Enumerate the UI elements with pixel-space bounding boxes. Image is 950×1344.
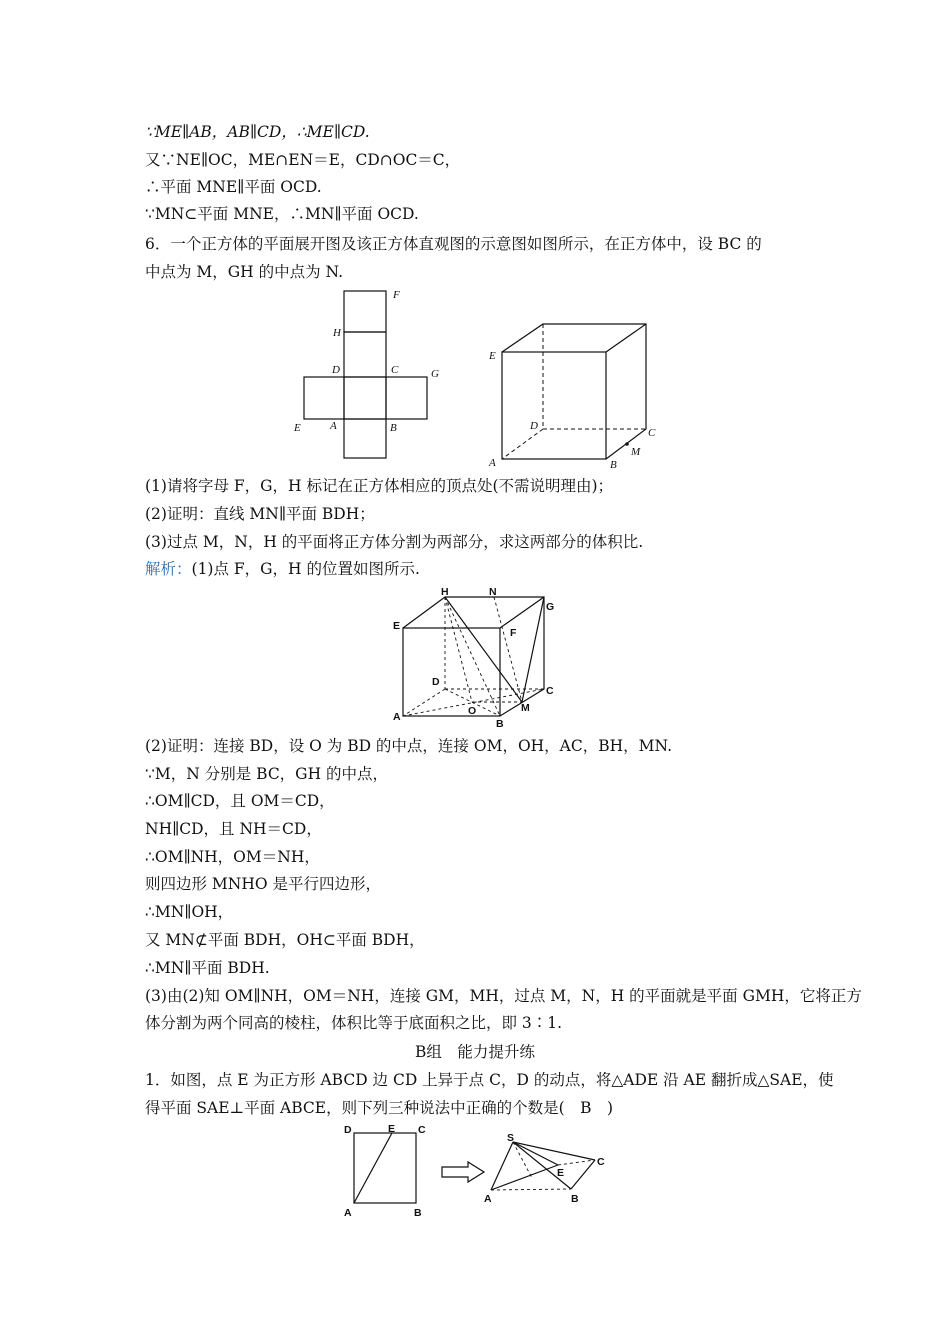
solution-2-line: (2)证明：连接 BD，设 O 为 BD 的中点，连接 OM，OH，AC，BH，MN.	[145, 737, 672, 755]
solution-3-line1: (3)由(2)知 OM∥NH，OM＝NH，连接 GM，MH，过点 M，N，H 的平面就是平面 GMH，它将正方	[145, 987, 862, 1005]
solution-2-line: ∵M，N 分别是 BC，GH 的中点，	[145, 765, 389, 783]
label-A: A	[393, 711, 401, 723]
solution-2-line: ∴OM∥CD，且 OM＝CD，	[145, 792, 335, 810]
label-H: H	[333, 327, 341, 339]
text-line: ∵MN⊂平面 MNE，∴MN∥平面 OCD.	[145, 205, 419, 223]
label-A: A	[330, 420, 337, 432]
part-1: (1)请将字母 F，G，H 标记在正方体相应的顶点处(不需说明理由)；	[145, 477, 614, 495]
label-B: B	[414, 1207, 422, 1219]
label-G: G	[546, 601, 555, 613]
part-3: (3)过点 M，N，H 的平面将正方体分割为两部分，求这两部分的体积比.	[145, 533, 644, 551]
solution-line	[145, 558, 420, 580]
label-A: A	[489, 457, 496, 469]
label-D: D	[432, 676, 440, 688]
question-b1-line1: 1．如图，点 E 为正方形 ABCD 边 CD 上异于点 C，D 的动点，将△ADE 沿 AE 翻折成△SAE，使	[145, 1071, 834, 1089]
label-E: E	[294, 422, 301, 434]
label-H: H	[441, 586, 449, 598]
label-N: N	[489, 586, 497, 598]
jiexi-label: 解析：	[145, 560, 192, 578]
section-heading: B组 能力提升练	[415, 1043, 535, 1061]
square-figure	[340, 1120, 440, 1220]
text-line: ∵ME∥AB，AB∥CD，∴ME∥CD.	[145, 123, 370, 141]
text-line: 又∵NE∥OC，ME∩EN＝E，CD∩OC＝C，	[145, 151, 461, 169]
text-line: ∴平面 MNE∥平面 OCD.	[145, 178, 322, 196]
label-E: E	[388, 1123, 396, 1135]
label-S: S	[507, 1132, 515, 1144]
solution-2-line: ∴MN∥平面 BDH.	[145, 959, 270, 977]
label-B: B	[610, 459, 617, 471]
label-A: A	[484, 1193, 492, 1205]
solution-2-line: NH∥CD，且 NH＝CD，	[145, 820, 322, 838]
solution-2-line: ∴MN∥OH，	[145, 903, 234, 921]
question-6-line1: 6．一个正方体的平面展开图及该正方体直观图的示意图如图所示，在正方体中，设 BC 的	[145, 235, 762, 253]
label-C: C	[597, 1156, 605, 1168]
question-b1-line2: 得平面 SAE⊥平面 ABCE，则下列三种说法中正确的个数是( B )	[145, 1099, 614, 1117]
folded-figure	[480, 1130, 615, 1215]
label-D: D	[332, 364, 340, 376]
solution-2-line: 则四边形 MNHO 是平行四边形，	[145, 875, 382, 893]
cube-net-figure	[290, 285, 450, 465]
label-C: C	[391, 364, 399, 376]
label-E: E	[393, 620, 401, 632]
question-6-line2: 中点为 M，GH 的中点为 N.	[145, 263, 344, 281]
solution-2-line: ∴OM∥NH，OM＝NH，	[145, 848, 320, 866]
label-O: O	[468, 705, 477, 717]
label-A: A	[344, 1207, 352, 1219]
label-C: C	[648, 427, 656, 439]
label-B: B	[496, 718, 504, 730]
solution-cube-figure	[390, 585, 570, 730]
label-G: G	[431, 368, 439, 380]
label-C: C	[546, 685, 554, 697]
label-D: D	[530, 420, 538, 432]
solution-2-line: 又 MN⊄平面 BDH，OH⊂平面 BDH，	[145, 931, 425, 949]
label-M: M	[631, 446, 641, 458]
solution-3-line2: 体分割为两个同高的棱柱，体积比等于底面积之比，即 3∶1.	[145, 1014, 563, 1032]
label-D: D	[344, 1124, 352, 1136]
label-M: M	[521, 702, 530, 714]
jiexi-text: (1)点 F，G，H 的位置如图所示.	[191, 560, 420, 578]
label-E: E	[489, 350, 496, 362]
label-E: E	[557, 1167, 565, 1179]
label-B: B	[390, 422, 397, 434]
label-F: F	[510, 627, 517, 639]
label-C: C	[418, 1124, 426, 1136]
part-2: (2)证明：直线 MN∥平面 BDH；	[145, 505, 375, 523]
label-B: B	[571, 1193, 579, 1205]
label-F: F	[393, 289, 400, 301]
cube-figure	[480, 315, 660, 475]
